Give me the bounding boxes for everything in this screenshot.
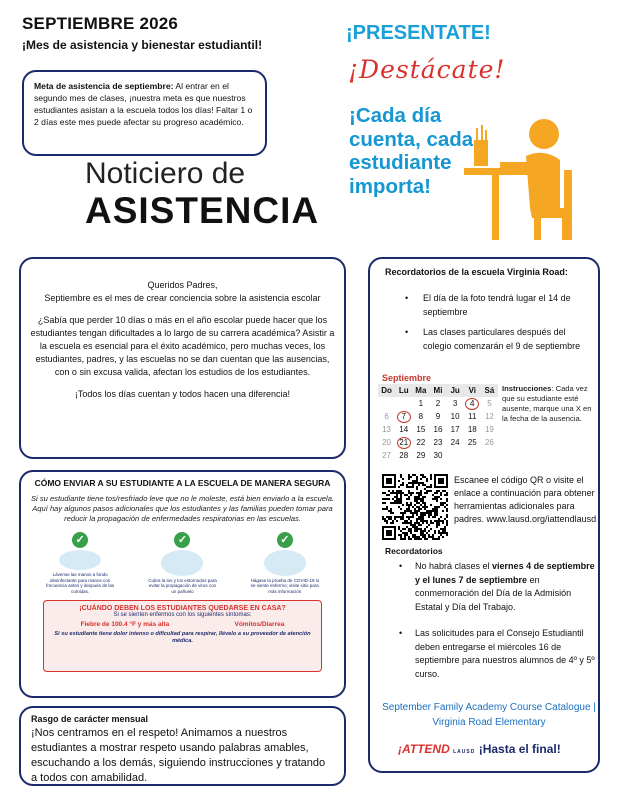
heading-line-1: Noticiero de [85, 157, 246, 190]
newsletter-title: SEPTIEMBRE 2026 [22, 14, 179, 33]
handwash-tip [45, 532, 115, 594]
qr-instructions: Escanee el código QR o visite el enlace a continuación para obtener herramientas adicionales para padres. www.lausd.org/iattendlausd [454, 475, 597, 524]
calendar-day-header: Ju [447, 384, 464, 397]
check-icon: ✓ [174, 532, 190, 548]
attendance-calendar [378, 373, 498, 462]
tip-caption: Cubra la tos y los estornudos para evitar la propagación de virus con un pañuelo [148, 577, 217, 594]
calendar-day[interactable]: 27 [382, 451, 392, 460]
calendar-day[interactable]: 21 [395, 436, 412, 449]
tip-caption: Hágase la prueba de COVID-19 si se siente enfermo; visite sitio para más información [250, 577, 319, 594]
calendar-week [378, 449, 498, 462]
calendar-day[interactable]: 1 [418, 399, 424, 408]
stay-home-subtitle: Si se sienten enfermos con los siguientes síntomas: [113, 612, 252, 618]
letter-greeting: Queridos Padres, [147, 280, 218, 290]
list-item: • Las solicitudes para el Consejo Estudiantil deben entregarse el miércoles 16 de septiembre para nuestros alumnos de 4º y 5º curso. [395, 627, 595, 681]
trait-text: ¡Nos centramos en el respeto! Animamos a nuestros estudiantes a mostrar respeto usando palabras amables, escuchando a los demás, siguiendo instrucciones y tratando a todos con amabilidad. [31, 727, 326, 784]
calendar-week [378, 397, 498, 410]
goal-label: Meta de asistencia de septiembre: [34, 81, 174, 91]
health-safety-box [19, 470, 346, 698]
calendar-week [378, 436, 498, 449]
calendar-week [378, 410, 498, 423]
calendar-day[interactable]: 11 [468, 412, 477, 421]
calendar-day[interactable]: 5 [487, 399, 492, 408]
calendar-day[interactable]: 28 [399, 451, 409, 460]
calendar-day [464, 449, 481, 462]
calendar-day[interactable]: 2 [435, 399, 441, 408]
calendar-day-header: Mi [429, 384, 446, 397]
calendar-day[interactable]: 22 [416, 438, 426, 447]
calendar-day-header: Vi [464, 384, 481, 397]
calendar-day[interactable]: 10 [450, 412, 460, 421]
instructions-label: Instrucciones [502, 384, 552, 393]
calendar-day[interactable]: 7 [395, 410, 412, 423]
calendar-day[interactable]: 25 [467, 438, 477, 447]
calendar-month: Septiembre [382, 373, 432, 383]
calendar-day[interactable]: 13 [382, 425, 392, 434]
cough-icon [161, 550, 203, 576]
calendar-day[interactable]: 8 [418, 412, 424, 421]
family-academy-link[interactable]: September Family Academy Course Catalogue | Virginia Road Elementary [382, 702, 596, 728]
parent-letter-box [19, 257, 346, 459]
calendar-day-header: Sá [481, 384, 498, 397]
calendar-day[interactable]: 20 [382, 438, 392, 447]
calendar-day[interactable]: 23 [433, 438, 443, 447]
calendar-day [395, 397, 412, 410]
calendar-day[interactable]: 14 [399, 425, 409, 434]
attend-logo-sub: LAUSD [453, 749, 476, 755]
instructions-text: : Cada vez que su estudiante esté ausente, marque una X en la fecha de la ausencia. [502, 384, 592, 423]
calendar-day[interactable]: 3 [452, 399, 458, 408]
calendar-day[interactable]: 12 [484, 412, 494, 421]
letter-closing: ¡Todos los días cuentan y todos hacen una diferencia! [74, 389, 291, 399]
heading-line-2: ASISTENCIA [85, 190, 320, 231]
health-text: Si su estudiante tiene tos/resfriado leve que no le moleste, está bien enviarlo a la escuela. Aquí hay algunos pasos adicionales que los estudiantes y las familias pueden tomar para reducir la propagación de enfermedades respiratorias en las escuelas. [30, 494, 335, 523]
presentate-slogan: ¡PRESENTATE! [346, 22, 491, 44]
calendar-day[interactable]: 15 [416, 425, 426, 434]
school-reminders-title: Recordatorios de la escuela Virginia Road: [385, 267, 568, 277]
list-item: • El día de la foto tendrá lugar el 14 de septiembre [395, 292, 595, 319]
covid-test-tip [250, 532, 320, 594]
symptoms-row [48, 621, 317, 628]
reminder-dates: viernes 4 de septiembre y el lunes 7 de septiembre [415, 561, 595, 585]
list-item [395, 560, 595, 614]
vomit-symptom: Vómitos/Diarrea [234, 621, 285, 628]
calendar-day-header: Lu [395, 384, 412, 397]
reminders-list [395, 560, 595, 694]
calendar-day[interactable]: 24 [450, 438, 460, 447]
school-reminders-list [395, 292, 595, 360]
attend-footer [398, 742, 561, 756]
letter-intro: Septiembre es el mes de crear conciencia sobre la asistencia escolar [44, 293, 321, 303]
calendar-day-header: Do [378, 384, 395, 397]
calendar-day[interactable]: 29 [416, 451, 426, 460]
check-icon: ✓ [72, 532, 88, 548]
calendar-day[interactable]: 19 [484, 425, 494, 434]
student-at-desk-illustration [460, 100, 610, 245]
stay-home-panel [43, 600, 322, 672]
attendance-goal-box [22, 70, 267, 156]
calendar-day[interactable]: 16 [433, 425, 443, 434]
goal-text: Al entrar en el segundo mes de clases, ¡nuestra meta es que nuestros estudiantes asistan a la escuela todos los días! Faltar 1 o 2 días este mes puede afectar su progreso académico. [34, 81, 253, 127]
calendar-day[interactable]: 30 [433, 451, 443, 460]
calendar-day[interactable]: 4 [464, 397, 481, 410]
calendar-day-header: Ma [412, 384, 429, 397]
letter-body: ¿Sabía que perder 10 días o más en el año escolar puede hacer que los estudiantes tengan dificultades a lo largo de su carrera académica? Asistir a la escuela es esencial para el éxito académico, pero muchas veces, los estudiantes, padres, y las escuelas no se dan cuentan que las ausencias, con o sin excusa valida, afectan los estudios de los estudiantes. [30, 315, 335, 377]
check-icon: ✓ [277, 532, 293, 548]
newsletter-subtitle: ¡Mes de asistencia y bienestar estudiantil! [22, 38, 263, 52]
character-trait-box [19, 706, 346, 786]
calendar-day[interactable]: 18 [467, 425, 477, 434]
calendar-day[interactable]: 9 [435, 412, 441, 421]
handwash-icon [59, 550, 101, 570]
health-tips [29, 532, 336, 594]
calendar-day[interactable]: 17 [450, 425, 460, 434]
reminders-title: Recordatorios [385, 546, 443, 556]
reminder-text: No habrá clases el [415, 561, 493, 571]
qr-code[interactable] [382, 474, 448, 540]
stay-home-title: ¡CUÁNDO DEBEN LOS ESTUDIANTES QUEDARSE EN CASA? [79, 605, 286, 612]
health-title: CÓMO ENVIAR A SU ESTUDIANTE A LA ESCUELA DE MANERA SEGURA [34, 478, 331, 488]
calendar-day [378, 397, 395, 410]
calendar-day [447, 449, 464, 462]
calendar-week [378, 423, 498, 436]
trait-title: Rasgo de carácter mensual [31, 714, 149, 724]
test-kit-icon [264, 550, 306, 576]
calendar-day[interactable]: 6 [384, 412, 389, 421]
calendar-instructions [502, 384, 594, 424]
destacate-slogan: ¡Destácate! [348, 55, 506, 84]
tip-caption: Lávense las manos a fondo desinfectante para manos con frecuencia antes y después de las comidas. [46, 572, 115, 594]
every-day-counts-slogan: ¡Cada día cuenta, cada estudiante importa! [349, 104, 474, 198]
attend-logo: ¡ATTEND [398, 742, 450, 756]
fever-symptom: Fiebre de 100.4 °F y más alta [80, 621, 170, 628]
reminder-text: en conmemoración del Día de la Admisión Estatal y Día del Trabajo. [415, 574, 572, 612]
calendar-day [481, 449, 498, 462]
calendar-day[interactable]: 26 [484, 438, 494, 447]
attend-tagline: ¡Hasta el final! [478, 742, 561, 756]
cover-cough-tip [147, 532, 217, 594]
stay-home-footer: Si su estudiante tiene dolor intenso o dificultad para respirar, llévelo a su proveedor de atención médica. [54, 631, 311, 644]
list-item: • Las clases particulares después del colegio comenzarán el 9 de septiembre [395, 326, 595, 353]
